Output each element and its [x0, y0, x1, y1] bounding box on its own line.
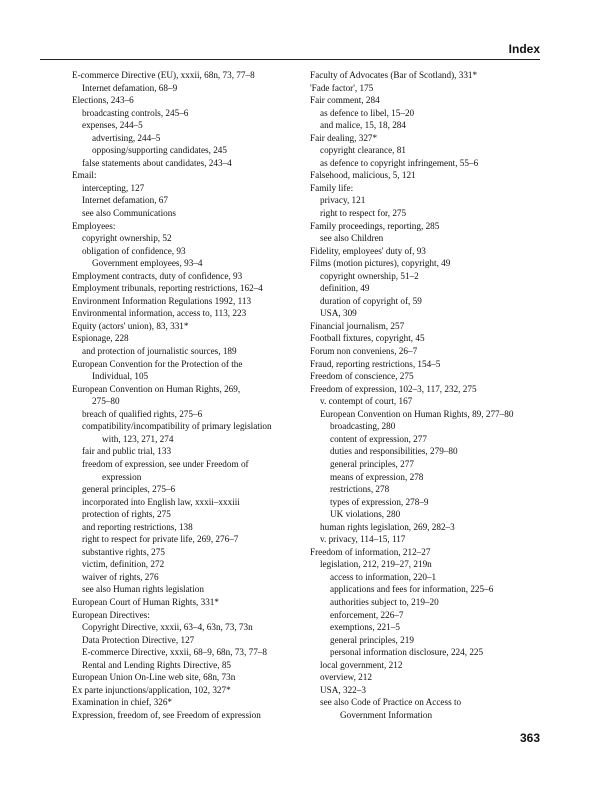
header-rule	[40, 59, 540, 60]
index-entry: UK violations, 280	[330, 509, 401, 520]
index-entry: false statements about candidates, 243–4	[82, 157, 232, 168]
index-entry: protection of rights, 275	[82, 509, 171, 520]
index-entry: and malice, 15, 18, 284	[320, 120, 406, 131]
index-entry: Email:	[72, 170, 97, 181]
index-entry: Employees:	[72, 220, 116, 231]
index-entry: compatibility/incompatibility of primary legislation	[82, 421, 272, 432]
index-entry: see also Children	[320, 233, 384, 244]
index-column-left	[72, 69, 304, 721]
index-entry: duration of copyright of, 59	[320, 295, 422, 306]
index-entry: victim, definition, 272	[82, 559, 165, 570]
index-entry: see also Code of Practice on Access to	[320, 697, 462, 708]
index-entry: Forum non conveniens, 26–7	[310, 346, 418, 357]
index-entry: v. contempt of court, 167	[320, 396, 413, 407]
index-entry: as defence to copyright infringement, 55–6	[320, 157, 479, 168]
index-entry: copyright ownership, 51–2	[320, 270, 419, 281]
index-entry: obligation of confidence, 93	[82, 245, 186, 256]
index-entry: European Directives:	[72, 609, 150, 620]
index-column-right	[310, 69, 546, 721]
index-entry: Family life:	[310, 182, 354, 193]
index-entry: human rights legislation, 269, 282–3	[320, 521, 455, 532]
index-entry: Individual, 105	[92, 371, 149, 382]
index-entry: opposing/supporting candidates, 245	[92, 145, 227, 156]
page-number: 363	[519, 731, 540, 745]
index-entry: broadcasting, 280	[330, 421, 396, 432]
index-entry: Fidelity, employees' duty of, 93	[310, 245, 426, 256]
index-entry: general principles, 275–6	[82, 484, 176, 495]
index-entry: general principles, 219	[330, 634, 414, 645]
index-entry: Data Protection Directive, 127	[82, 634, 195, 645]
index-entry: see also Communications	[82, 208, 176, 219]
index-entry: enforcement, 226–7	[330, 609, 404, 620]
index-entry: general principles, 277	[330, 458, 414, 469]
index-entry: Ex parte injunctions/application, 102, 327*	[72, 684, 231, 695]
index-entry: incorporated into English law, xxxii–xxxiii	[82, 496, 240, 507]
index-entry: Elections, 243–6	[72, 95, 134, 106]
index-entry: USA, 309	[320, 308, 357, 319]
index-entry: European Convention on Human Rights, 89, 277–80	[320, 408, 514, 419]
index-entry: definition, 49	[320, 283, 370, 294]
index-entry: European Convention on Human Rights, 269,	[72, 383, 241, 394]
index-entry: broadcasting controls, 245–6	[82, 107, 189, 118]
index-entry: Football fixtures, copyright, 45	[310, 333, 425, 344]
index-entry: right to respect for private life, 269, 276–7	[82, 534, 239, 545]
index-entry: overview, 212	[320, 672, 372, 683]
index-entry: waiver of rights, 276	[82, 571, 159, 582]
index-entry: Internet defamation, 67	[82, 195, 168, 206]
running-header: Index	[508, 42, 540, 56]
index-entry: Internet defamation, 68–9	[82, 82, 178, 93]
index-entry: intercepting, 127	[82, 182, 145, 193]
index-entry: Faculty of Advocates (Bar of Scotland), 331*	[310, 70, 478, 80]
index-entry: restrictions, 278	[330, 484, 390, 495]
index-entry: Fraud, reporting restrictions, 154–5	[310, 358, 441, 369]
index-entry: exemptions, 221–5	[330, 622, 400, 633]
index-entry: Expression, freedom of, see Freedom of expression	[72, 709, 261, 720]
index-entry: USA, 322–3	[320, 684, 366, 695]
index-entry: European Union On-Line web site, 68n, 73n	[72, 672, 236, 683]
index-entry: Films (motion pictures), copyright, 49	[310, 258, 451, 269]
index-entry: Environment Information Regulations 1992, 113	[72, 295, 252, 306]
index-entry: Employment tribunals, reporting restrictions, 162–4	[72, 283, 263, 294]
index-entry: expenses, 244–5	[82, 120, 143, 131]
index-entry: content of expression, 277	[330, 433, 427, 444]
index-entry: freedom of expression, see under Freedom of	[82, 458, 249, 469]
index-entry: Environmental information, access to, 113, 223	[72, 308, 247, 319]
index-entry: as defence to libel, 15–20	[320, 107, 415, 118]
index-entry: Falsehood, malicious, 5, 121	[310, 170, 416, 181]
index-entry: Government Information	[340, 709, 433, 720]
index-entry: duties and responsibilities, 279–80	[330, 446, 458, 457]
index-entry: breach of qualified rights, 275–6	[82, 408, 203, 419]
index-entry: Examination in chief, 326*	[72, 697, 173, 708]
index-entry: access to information, 220–1	[330, 571, 437, 582]
index-entry: expression	[102, 471, 142, 482]
index-entry: E-commerce Directive (EU), xxxii, 68n, 73, 77–8	[72, 70, 255, 80]
index-entry: European Convention for the Protection of the	[72, 358, 243, 369]
index-entry: and protection of journalistic sources, 189	[82, 346, 237, 357]
index-entry: v. privacy, 114–15, 117	[320, 534, 406, 545]
index-entry: means of expression, 278	[330, 471, 424, 482]
index-entry: Copyright Directive, xxxii, 63–4, 63n, 73, 73n	[82, 622, 253, 633]
index-entry: Freedom of conscience, 275	[310, 371, 414, 382]
index-entry: Freedom of expression, 102–3, 117, 232, 275	[310, 383, 477, 394]
index-entry: right to respect for, 275	[320, 208, 407, 219]
index-entry: authorities subject to, 219–20	[330, 596, 439, 607]
index-entry: Espionage, 228	[72, 333, 129, 344]
index-entry: applications and fees for information, 225–6	[330, 584, 494, 595]
index-entry: Rental and Lending Rights Directive, 85	[82, 659, 232, 670]
index-entry: legislation, 212, 219–27, 219n	[320, 559, 432, 570]
index-entry: 275–80	[92, 396, 120, 407]
index-entry: types of expression, 278–9	[330, 496, 429, 507]
index-entry: substantive rights, 275	[82, 546, 165, 557]
index-entry: Freedom of information, 212–27	[310, 546, 431, 557]
index-entry: Equity (actors' union), 83, 331*	[72, 320, 189, 331]
index-entry: Fair dealing, 327*	[310, 132, 378, 143]
index-entry: Financial journalism, 257	[310, 320, 405, 331]
index-entry: copyright ownership, 52	[82, 233, 172, 244]
index-entry: with, 123, 271, 274	[102, 433, 174, 444]
index-entry: see also Human rights legislation	[82, 584, 204, 595]
index-entry: and reporting restrictions, 138	[82, 521, 193, 532]
index-entry: local government, 212	[320, 659, 403, 670]
index-entry: Employment contracts, duty of confidence, 93	[72, 270, 243, 281]
index-entry: Family proceedings, reporting, 285	[310, 220, 440, 231]
index-entry: privacy, 121	[320, 195, 366, 206]
index-entry: personal information disclosure, 224, 225	[330, 647, 484, 658]
index-entry: E-commerce Directive, xxxii, 68–9, 68n, 73, 77–8	[82, 647, 267, 658]
index-entry: fair and public trial, 133	[82, 446, 172, 457]
index-entry: advertising, 244–5	[92, 132, 161, 143]
index-entry: Fair comment, 284	[310, 95, 380, 106]
index-entry: copyright clearance, 81	[320, 145, 406, 156]
index-entry: 'Fade factor', 175	[310, 82, 374, 93]
index-entry: Government employees, 93–4	[92, 258, 203, 269]
index-entry: European Court of Human Rights, 331*	[72, 596, 219, 607]
